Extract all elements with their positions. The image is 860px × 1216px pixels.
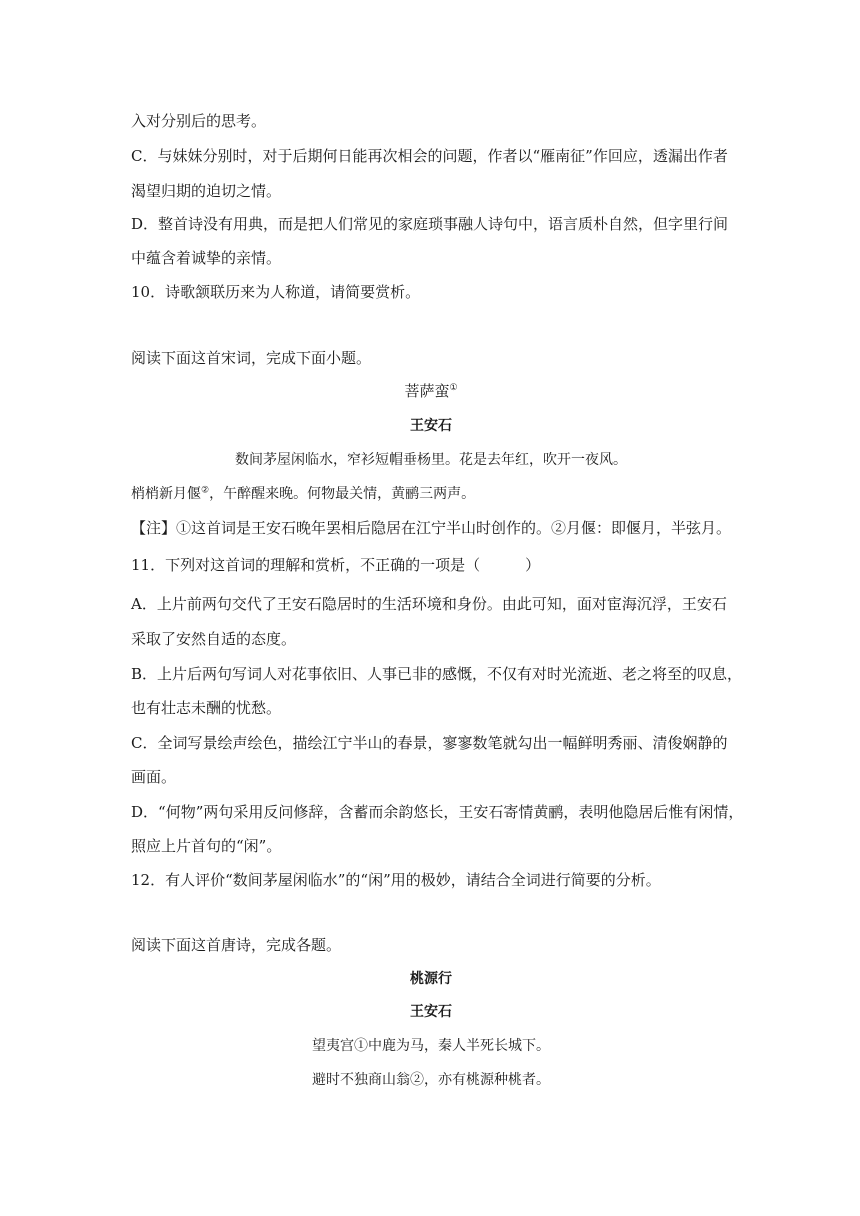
option-c-line2: 渴望归期的迫切之情。 [131, 182, 282, 200]
option-d-line2: 照应上片首句的“闲”。 [131, 837, 282, 855]
option-d-line1: D．“何物”两句采用反问修辞，含蓄而余韵悠长，王安石寄情黄鹂，表明他隐居后惟有闲情， [131, 803, 744, 821]
question-11: 11．下列对这首词的理解和赏析，不正确的一项是（ ） [131, 556, 541, 574]
option-a-line2: 采取了安然自适的态度。 [131, 630, 297, 648]
footnote-marker: ② [201, 485, 210, 496]
option-d-line2: 中蕴含着诚挚的亲情。 [131, 249, 282, 267]
poem-line: 数间茅屋闲临水，窄衫短帽垂杨里。花是去年红，吹开一夜风。 [235, 452, 627, 468]
footnote-marker: ① [449, 383, 458, 393]
poem-line: 梢梢新月偃②，午醉醒来晚。何物最关情，黄鹂三两声。 [131, 485, 476, 502]
reading-intro: 阅读下面这首宋词，完成下面小题。 [131, 349, 372, 367]
poem-author: 王安石 [410, 1004, 452, 1020]
question-12: 12．有人评价“数间茅屋闲临水”的“闲”用的极妙，请结合全词进行简要的分析。 [131, 871, 661, 889]
question-10: 10．诗歌颔联历来为人称道，请简要赏析。 [131, 283, 421, 301]
option-c-line2: 画面。 [131, 768, 177, 786]
option-c-line1: C．全词写景绘声绘色，描绘江宁半山的春景，寥寥数笔就勾出一幅鲜明秀丽、清俊娴静的 [131, 734, 728, 752]
poem-line: 望夷宫①中鹿为马，秦人半死长城下。 [312, 1038, 550, 1054]
text-line: 入对分别后的思考。 [131, 112, 267, 130]
option-c-line1: C．与妹妹分别时，对于后期何日能再次相会的问题，作者以“雁南征”作回应，透漏出作者 [131, 147, 728, 165]
option-a-line1: A．上片前两句交代了王安石隐居时的生活环境和身份。由此可知，面对宦海沉浮，王安石 [131, 595, 727, 613]
option-b-line2: 也有壮志未酬的忧愁。 [131, 699, 282, 717]
annotation-note: 【注】①这首词是王安石晚年罢相后隐居在江宁半山时创作的。②月偃：即偃月，半弦月。 [131, 519, 732, 537]
poem-line: 避时不独商山翁②，亦有桃源种桃者。 [312, 1072, 550, 1088]
option-d-line1: D．整首诗没有用典，而是把人们常见的家庭琐事融人诗句中，语言质朴自然，但字里行间 [131, 215, 729, 233]
poem-author: 王安石 [410, 418, 452, 434]
option-b-line1: B．上片后两句写词人对花事依旧、人事已非的感慨，不仅有对时光流逝、老之将至的叹息， [131, 665, 743, 683]
poem-title: 菩萨蛮① [404, 382, 458, 400]
reading-intro: 阅读下面这首唐诗，完成各题。 [131, 936, 342, 954]
poem-title: 桃源行 [410, 971, 452, 987]
